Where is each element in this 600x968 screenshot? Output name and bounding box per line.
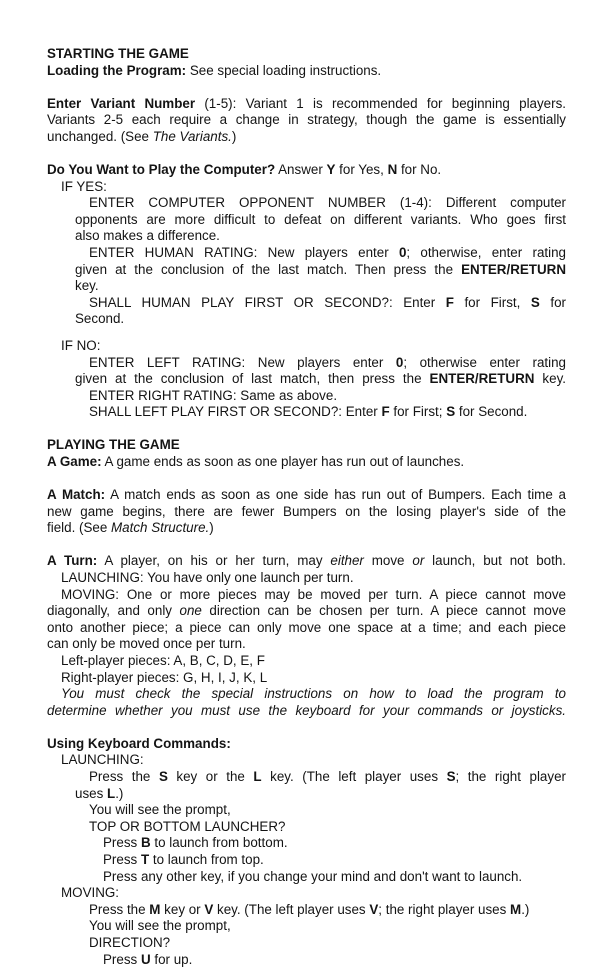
if-yes-label: IF YES:: [47, 179, 566, 196]
direction-prompt: DIRECTION?: [47, 935, 566, 952]
special-note: You must check the special instructions on how to load the program to determine whether you must use the keyboard for your commands or joysticks.: [47, 686, 566, 719]
section-heading-keyboard: Using Keyboard Commands:: [47, 736, 566, 753]
keyboard-moving-label: MOVING:: [47, 885, 566, 902]
loading-label: Loading the Program:: [47, 63, 186, 78]
no-left-rating: ENTER LEFT RATING: New players enter 0; otherwise enter rating given at the conclusion of last match, then press the ENTER/RETURN key.: [47, 355, 566, 388]
turn-paragraph: A Turn: A player, on his or her turn, may either move or launch, but not both.: [47, 553, 566, 570]
computer-question: Do You Want to Play the Computer? Answer Y for Yes, N for No.: [47, 162, 566, 179]
keyboard-launching-label: LAUNCHING:: [47, 752, 566, 769]
turn-label: A Turn:: [47, 553, 97, 568]
move-key-instructions: Press the M key or V key. (The left player uses V; the right player uses M.): [47, 902, 566, 919]
launch-cancel-option: Press any other key, if you change your mind and don't want to launch.: [47, 869, 566, 886]
launch-bottom-option: Press B to launch from bottom.: [47, 835, 566, 852]
left-player-pieces: Left-player pieces: A, B, C, D, E, F: [47, 653, 566, 670]
moving-rule: MOVING: One or more pieces may be moved per turn. A piece cannot move diagonally, and only one direction can be chosen per turn. A piece cannot move onto another piece; a piece can only move one space at a time; and each piece can only be moved once per turn.: [47, 587, 566, 653]
yes-human-rating: ENTER HUMAN RATING: New players enter 0; otherwise, enter rating given at the conclusion of the last match. Then press the ENTER/RETURN key.: [47, 245, 566, 295]
yes-play-order: SHALL HUMAN PLAY FIRST OR SECOND?: Enter F for First, S for Second.: [47, 295, 566, 328]
game-paragraph: A Game: A game ends as soon as one player has run out of launches.: [47, 454, 566, 471]
move-prompt-note: You will see the prompt,: [47, 918, 566, 935]
launch-top-option: Press T to launch from top.: [47, 852, 566, 869]
variant-label: Enter Variant Number: [47, 96, 195, 111]
launch-prompt-note: You will see the prompt,: [47, 802, 566, 819]
match-structure-reference: Match Structure.: [111, 520, 209, 535]
launch-key-instructions: Press the S key or the L key. (The left player uses S; the right player uses L.): [47, 769, 566, 802]
game-label: A Game:: [47, 454, 102, 469]
no-right-rating: ENTER RIGHT RATING: Same as above.: [47, 388, 566, 405]
no-play-order: SHALL LEFT PLAY FIRST OR SECOND?: Enter F for First; S for Second.: [47, 404, 566, 421]
launch-prompt: TOP OR BOTTOM LAUNCHER?: [47, 819, 566, 836]
direction-up-option: Press U for up.: [47, 952, 566, 968]
right-player-pieces: Right-player pieces: G, H, I, J, K, L: [47, 670, 566, 687]
if-no-label: IF NO:: [47, 338, 566, 355]
variants-reference: The Variants.: [153, 129, 232, 144]
variant-paragraph: Enter Variant Number (1-5): Variant 1 is recommended for beginning players. Variants 2-5 each require a change in strategy, though the game is essentially unchanged. (See The Variants.): [47, 96, 566, 146]
section-heading-starting: STARTING THE GAME: [47, 46, 566, 63]
match-paragraph: A Match: A match ends as soon as one side has run out of Bumpers. Each time a new game begins, there are fewer Bumpers on the losing player's side of the field. (See Match Structure.): [47, 487, 566, 537]
loading-paragraph: Loading the Program: See special loading instructions.: [47, 63, 566, 80]
yes-opponent-number: ENTER COMPUTER OPPONENT NUMBER (1-4): Different computer opponents are more difficult to defeat on different variants. Who goes first also makes a difference.: [47, 195, 566, 245]
match-label: A Match:: [47, 487, 105, 502]
launching-rule: LAUNCHING: You have only one launch per turn.: [47, 570, 566, 587]
computer-label: Do You Want to Play the Computer?: [47, 162, 275, 177]
section-heading-playing: PLAYING THE GAME: [47, 437, 566, 454]
